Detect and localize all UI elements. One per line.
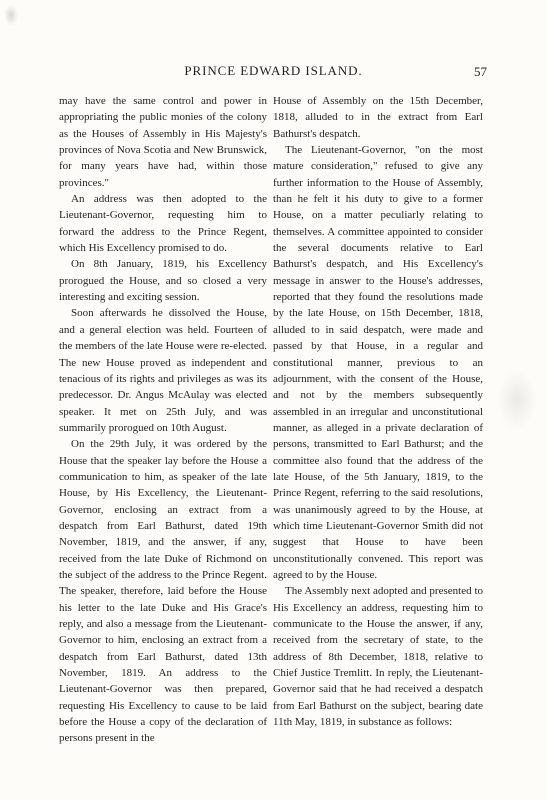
paragraph: An address was then adopted to the Lieutenant-Governor, requesting him to forward the address to the Prince Regent, which His Excellency promised to do. [59, 193, 267, 255]
page-blemish [4, 4, 18, 26]
paragraph: may have the same control and power in appropriating the public monies of the colony as the Houses of Assembly in His Majesty's provinces of Nova Scotia and New Brunswick, for many years have had, within those provinces." [59, 95, 267, 189]
paragraph: House of Assembly on the 15th December, 1818, alluded to in the extract from Earl Bathurst's despatch. [273, 95, 483, 140]
paragraph: The Lieutenant-Governor, "on the most mature consideration," refused to give any further information to the House of Assembly, than he felt it his duty to give to a former House, on a matter peculiarly relating to themselves. A committee appointed to consider the several documents relative to Earl Bathurst's despatch, and His Excellency's message in answer to the House's addresses, reported that they found the resolutions made by the late House, on 15th December, 1818, alluded to in said despatch, were made and passed by that House, in a regular and constitutional manner, previous to an adjournment, with the consent of the House, and not by the members subsequently assembled in an irregular and unconstitutional manner, as alleged in a private declaration of persons, transmitted to Earl Bathurst; and the committee also found that the address of the late House, of the 5th January, 1819, to the Prince Regent, referring to the said resolutions, was unanimously agreed to by the House, at which time Lieutenant-Governor Smith did not suggest that House to have been unconstitutionally convened. This report was agreed to by the House. [273, 144, 483, 581]
left-column [59, 93, 267, 747]
page-number: 57 [474, 64, 487, 79]
page-stain [497, 370, 537, 430]
running-head-title: PRINCE EDWARD ISLAND. [184, 63, 363, 78]
paragraph: On the 29th July, it was ordered by the House that the speaker lay before the House a communication to him, as speaker of the late House, by His Excellency, the Lieutenant-Governor, enclosing an extract from a despatch from Earl Bathurst, dated 19th November, 1819, and the answer, if any, received from the late Duke of Richmond on the subject of the address to the Prince Regent. The speaker, therefore, laid before the House his letter to the late Duke and His Grace's reply, and also a message from the Lieutenant-Governor to him, enclosing an extract from a despatch from Earl Bathurst, dated 13th November, 1819. An address to the Lieutenant-Governor was then prepared, requesting His Excellency to cause to be laid before the House a copy of the declaration of persons present in the [59, 438, 267, 745]
paragraph: On 8th January, 1819, his Excellency prorogued the House, and so closed a very interesting and exciting session. [59, 258, 267, 304]
paragraph: Soon afterwards he dissolved the House, and a general election was held. Fourteen of the members of the late House were re-elected. The new House proved as independent and tenacious of its rights and privileges as was its predecessor. Dr. Angus McAulay was elected speaker. It met on 25th July, and was summarily prorogued on 10th August. [59, 307, 267, 434]
right-column [273, 93, 483, 730]
paragraph: The Assembly next adopted and presented to His Excellency an address, requesting him to communicate to the House the answer, if any, received from the secretary of state, to the address of 8th December, 1818, relative to Chief Justice Tremlitt. In reply, the Lieutenant-Governor said that he had received a despatch from Earl Bathurst on the subject, bearing date 11th May, 1819, in substance as follows: [273, 585, 483, 729]
running-head [0, 63, 547, 81]
